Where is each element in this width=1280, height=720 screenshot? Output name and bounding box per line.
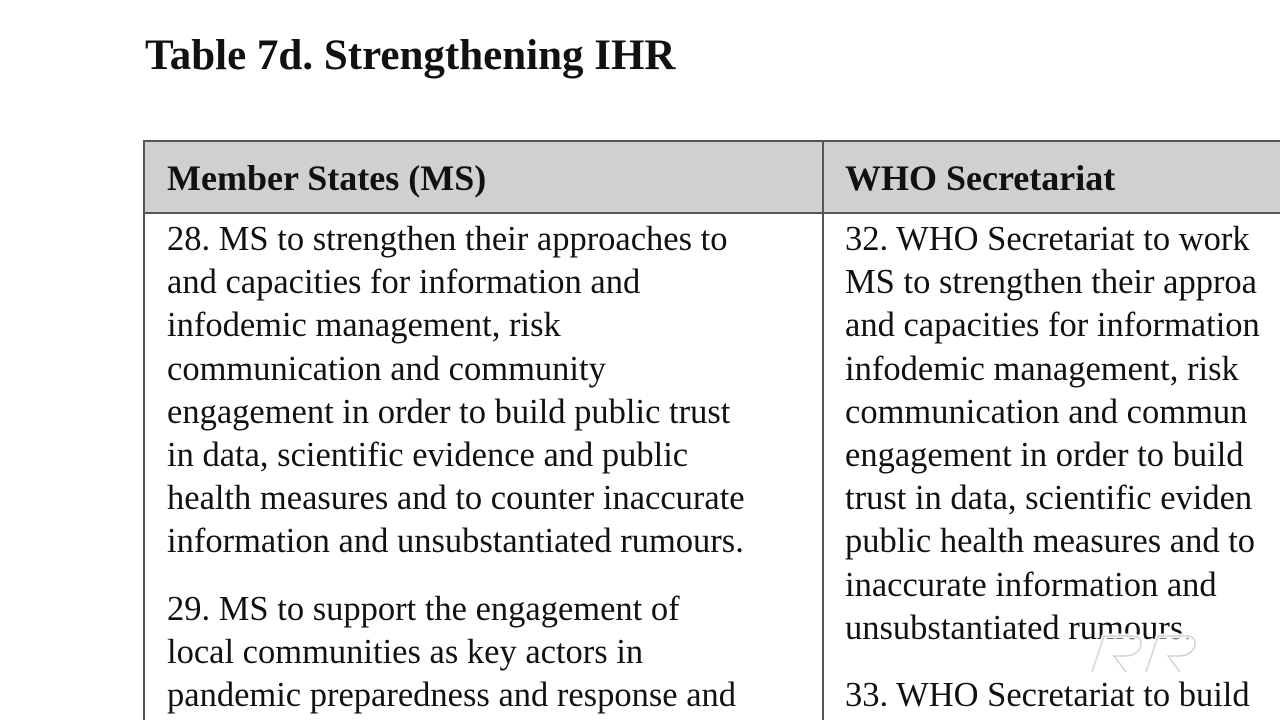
text-line: pandemic preparedness and response and — [167, 676, 737, 715]
text-line: MS to strengthen their approa — [845, 263, 1257, 302]
text-line: unsubstantiated rumours. — [845, 608, 1192, 647]
text-line: infodemic management, risk — [845, 349, 1239, 388]
recommendation-32 — [845, 218, 1280, 650]
text-line: 32. WHO Secretariat to work — [845, 220, 1250, 258]
text-line: engagement in order to build public trust — [167, 392, 731, 431]
text-line: 29. MS to support the engagement of — [167, 589, 680, 628]
recommendation-33 — [845, 674, 1280, 717]
table-header-row — [145, 142, 1280, 214]
text-line: infodemic management, risk — [167, 306, 561, 345]
text-line: trust in data, scientific eviden — [845, 479, 1253, 518]
text-line: communication and commun — [845, 392, 1248, 431]
text-line: in data, scientific evidence and public — [167, 436, 689, 475]
text-line: information and unsubstantiated rumours. — [167, 522, 744, 561]
text-line: health measures and to counter inaccurate — [167, 479, 745, 518]
watermark-logo-icon — [1086, 628, 1208, 676]
who-secretariat-cell — [845, 218, 1280, 720]
recommendation-29 — [167, 588, 807, 718]
text-line: engagement in order to build — [845, 436, 1244, 475]
text-line: 28. MS to strengthen their approaches to — [167, 220, 728, 258]
text-line: communication and community — [167, 349, 606, 388]
recommendation-28 — [167, 218, 807, 564]
text-line: public health measures and to — [845, 522, 1256, 561]
text-line: and capacities for information and — [167, 263, 641, 302]
header-who-secretariat: WHO Secretariat — [845, 158, 1116, 198]
text-line: and capacities for information — [845, 306, 1260, 345]
column-divider — [822, 142, 824, 720]
text-line: inaccurate information and — [845, 565, 1217, 604]
header-member-states: Member States (MS) — [167, 158, 487, 198]
text-line: 33. WHO Secretariat to build — [845, 676, 1250, 715]
table-title: Table 7d. Strengthening IHR — [145, 32, 676, 79]
text-line: local communities as key actors in — [167, 632, 644, 671]
member-states-cell — [167, 218, 807, 720]
